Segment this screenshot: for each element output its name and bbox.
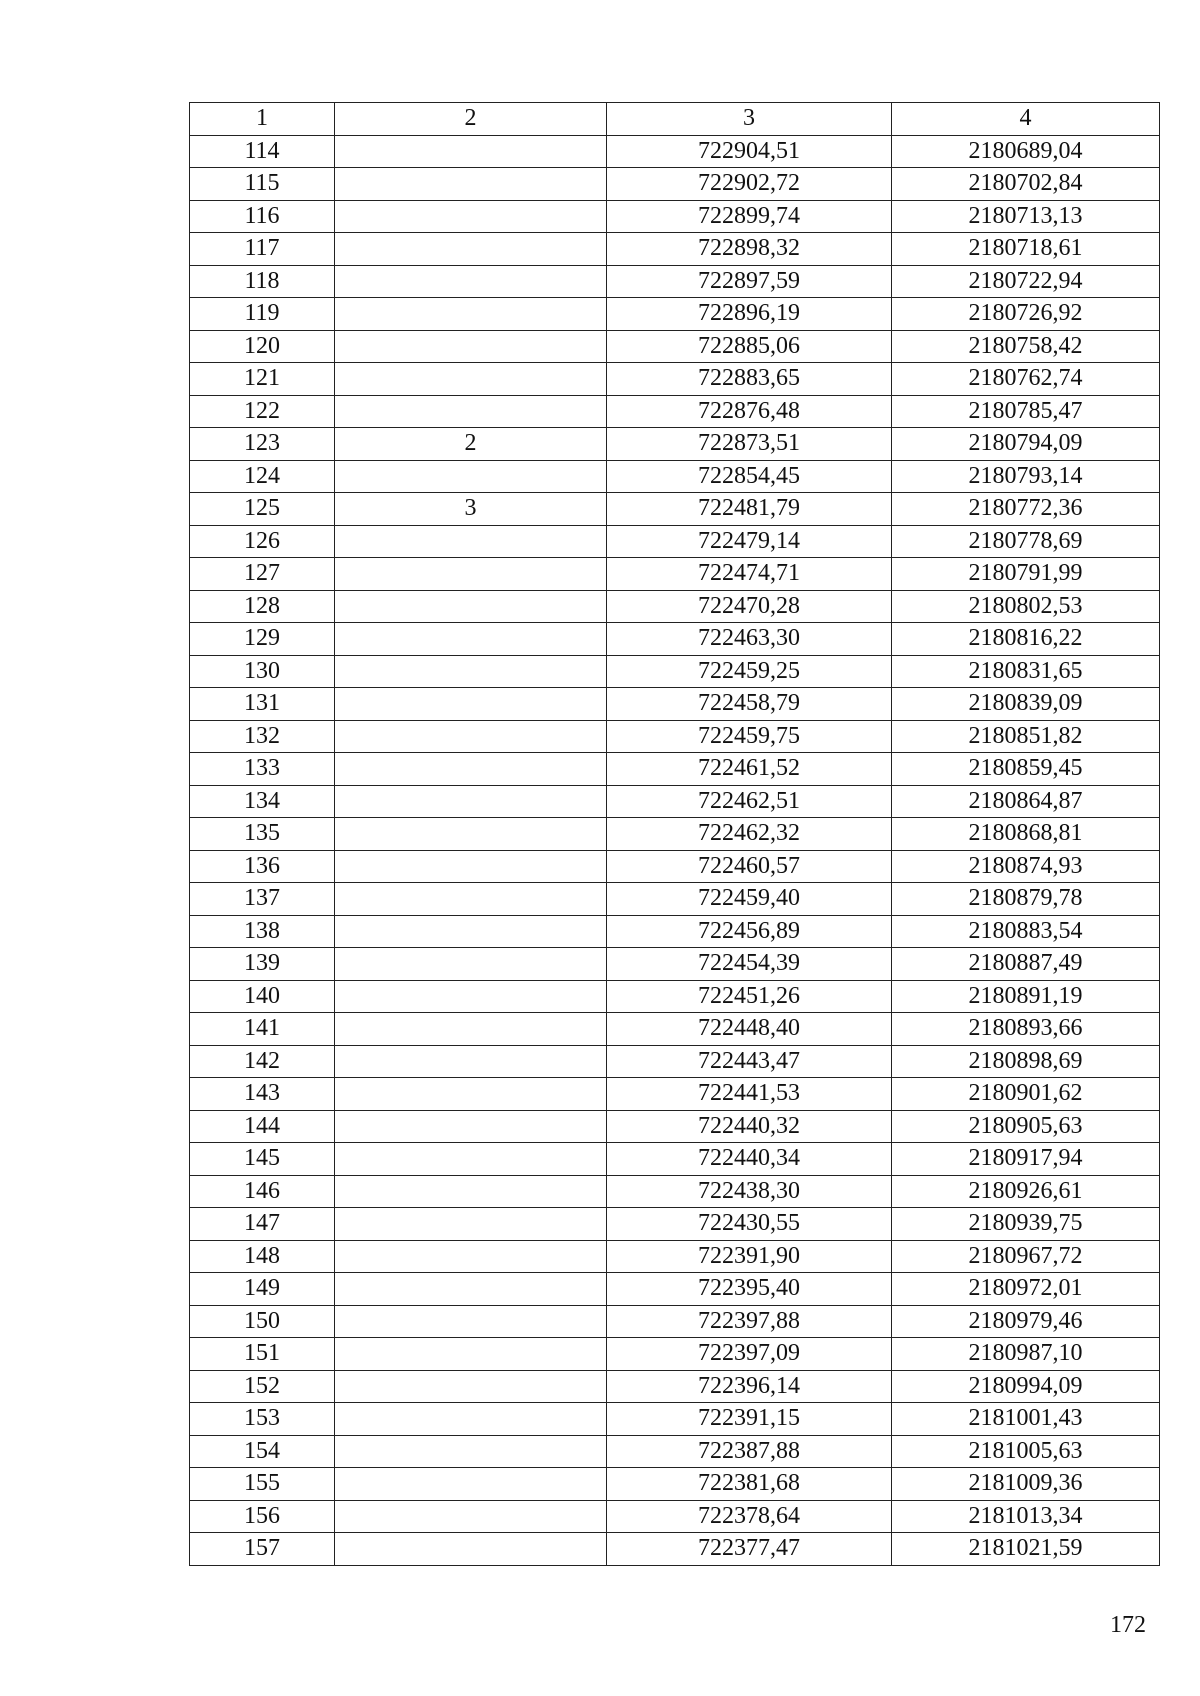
table-cell-col-3: 722854,45	[607, 460, 892, 493]
table-cell-col-3: 722897,59	[607, 265, 892, 298]
table-row	[190, 1013, 1160, 1046]
table-row	[190, 1208, 1160, 1241]
table-cell-col-2	[335, 688, 607, 721]
table-cell-col-4: 2181013,34	[892, 1500, 1160, 1533]
table-cell-col-3: 722462,51	[607, 785, 892, 818]
table-row	[190, 688, 1160, 721]
table-body	[190, 135, 1160, 1565]
table-cell-col-3: 722441,53	[607, 1078, 892, 1111]
table-row	[190, 948, 1160, 981]
table-cell-col-2	[335, 1110, 607, 1143]
table-cell-col-3: 722448,40	[607, 1013, 892, 1046]
table-cell-col-4: 2180702,84	[892, 168, 1160, 201]
table-cell-col-3: 722396,14	[607, 1370, 892, 1403]
table-cell-col-4: 2180979,46	[892, 1305, 1160, 1338]
table-cell-col-3: 722470,28	[607, 590, 892, 623]
table-cell-col-1: 123	[190, 428, 335, 461]
table-cell-col-2	[335, 720, 607, 753]
table-cell-col-3: 722481,79	[607, 493, 892, 526]
table-cell-col-1: 150	[190, 1305, 335, 1338]
table-cell-col-1: 145	[190, 1143, 335, 1176]
table-cell-col-2	[335, 558, 607, 591]
table-cell-col-4: 2180926,61	[892, 1175, 1160, 1208]
table-cell-col-2	[335, 233, 607, 266]
table-cell-col-1: 142	[190, 1045, 335, 1078]
table-cell-col-2: 3	[335, 493, 607, 526]
table-cell-col-2	[335, 1240, 607, 1273]
table-cell-col-3: 722474,71	[607, 558, 892, 591]
table-cell-col-1: 135	[190, 818, 335, 851]
table-cell-col-2	[335, 265, 607, 298]
table-cell-col-4: 2180891,19	[892, 980, 1160, 1013]
table-cell-col-1: 137	[190, 883, 335, 916]
table-cell-col-2	[335, 1208, 607, 1241]
table-cell-col-3: 722883,65	[607, 363, 892, 396]
table-row	[190, 200, 1160, 233]
header-cell-4: 4	[892, 103, 1160, 136]
table-cell-col-2	[335, 753, 607, 786]
table-cell-col-4: 2180791,99	[892, 558, 1160, 591]
table-cell-col-3: 722430,55	[607, 1208, 892, 1241]
table-row	[190, 1468, 1160, 1501]
table-cell-col-4: 2180987,10	[892, 1338, 1160, 1371]
table-cell-col-4: 2180831,65	[892, 655, 1160, 688]
table-cell-col-4: 2180901,62	[892, 1078, 1160, 1111]
table-cell-col-4: 2180726,92	[892, 298, 1160, 331]
table-cell-col-4: 2180859,45	[892, 753, 1160, 786]
table-cell-col-4: 2180689,04	[892, 135, 1160, 168]
table-cell-col-1: 152	[190, 1370, 335, 1403]
table-cell-col-3: 722438,30	[607, 1175, 892, 1208]
table-cell-col-1: 129	[190, 623, 335, 656]
table-cell-col-4: 2180939,75	[892, 1208, 1160, 1241]
table-row	[190, 850, 1160, 883]
table-cell-col-4: 2180816,22	[892, 623, 1160, 656]
table-cell-col-2	[335, 655, 607, 688]
table-cell-col-1: 156	[190, 1500, 335, 1533]
table-cell-col-1: 155	[190, 1468, 335, 1501]
table-cell-col-2	[335, 1013, 607, 1046]
table-cell-col-3: 722397,09	[607, 1338, 892, 1371]
table-cell-col-2	[335, 1143, 607, 1176]
table-cell-col-4: 2180772,36	[892, 493, 1160, 526]
table-cell-col-2	[335, 200, 607, 233]
table-cell-col-1: 127	[190, 558, 335, 591]
table-cell-col-3: 722454,39	[607, 948, 892, 981]
table-cell-col-3: 722885,06	[607, 330, 892, 363]
table-cell-col-1: 118	[190, 265, 335, 298]
table-cell-col-4: 2180758,42	[892, 330, 1160, 363]
table-cell-col-1: 154	[190, 1435, 335, 1468]
table-cell-col-3: 722463,30	[607, 623, 892, 656]
table-cell-col-1: 115	[190, 168, 335, 201]
table-cell-col-3: 722395,40	[607, 1273, 892, 1306]
table-cell-col-2	[335, 298, 607, 331]
table-cell-col-1: 138	[190, 915, 335, 948]
table-cell-col-3: 722440,32	[607, 1110, 892, 1143]
table-row	[190, 460, 1160, 493]
table-cell-col-3: 722904,51	[607, 135, 892, 168]
table-cell-col-4: 2180802,53	[892, 590, 1160, 623]
table-cell-col-2	[335, 1468, 607, 1501]
table-cell-col-2	[335, 883, 607, 916]
table-cell-col-3: 722387,88	[607, 1435, 892, 1468]
table-cell-col-4: 2180905,63	[892, 1110, 1160, 1143]
table-row	[190, 590, 1160, 623]
table-cell-col-4: 2180839,09	[892, 688, 1160, 721]
table-cell-col-4: 2180887,49	[892, 948, 1160, 981]
table-cell-col-3: 722456,89	[607, 915, 892, 948]
table-cell-col-3: 722459,25	[607, 655, 892, 688]
table-cell-col-2: 2	[335, 428, 607, 461]
table-row	[190, 1403, 1160, 1436]
table-cell-col-4: 2180793,14	[892, 460, 1160, 493]
table-cell-col-3: 722391,15	[607, 1403, 892, 1436]
table-cell-col-3: 722397,88	[607, 1305, 892, 1338]
table-cell-col-2	[335, 850, 607, 883]
table-row	[190, 1273, 1160, 1306]
table-row	[190, 1240, 1160, 1273]
table-cell-col-1: 131	[190, 688, 335, 721]
table-cell-col-1: 144	[190, 1110, 335, 1143]
table-cell-col-4: 2180994,09	[892, 1370, 1160, 1403]
table-cell-col-3: 722459,75	[607, 720, 892, 753]
table-cell-col-4: 2180893,66	[892, 1013, 1160, 1046]
table-row	[190, 785, 1160, 818]
header-cell-1: 1	[190, 103, 335, 136]
table-row	[190, 168, 1160, 201]
table-cell-col-2	[335, 785, 607, 818]
table-row	[190, 915, 1160, 948]
table-row	[190, 1370, 1160, 1403]
table-cell-col-1: 130	[190, 655, 335, 688]
table-cell-col-3: 722461,52	[607, 753, 892, 786]
table-row	[190, 525, 1160, 558]
table-cell-col-1: 114	[190, 135, 335, 168]
table-row	[190, 493, 1160, 526]
table-cell-col-1: 139	[190, 948, 335, 981]
table-row	[190, 330, 1160, 363]
table-cell-col-3: 722479,14	[607, 525, 892, 558]
table-cell-col-3: 722377,47	[607, 1533, 892, 1566]
table-cell-col-4: 2180794,09	[892, 428, 1160, 461]
table-cell-col-4: 2180864,87	[892, 785, 1160, 818]
table-cell-col-2	[335, 460, 607, 493]
table-cell-col-2	[335, 948, 607, 981]
table-cell-col-2	[335, 818, 607, 851]
table-cell-col-1: 119	[190, 298, 335, 331]
table-cell-col-3: 722876,48	[607, 395, 892, 428]
table-row	[190, 818, 1160, 851]
table-cell-col-1: 141	[190, 1013, 335, 1046]
table-cell-col-1: 151	[190, 1338, 335, 1371]
table-cell-col-1: 140	[190, 980, 335, 1013]
table-cell-col-2	[335, 395, 607, 428]
table-cell-col-1: 126	[190, 525, 335, 558]
table-cell-col-1: 157	[190, 1533, 335, 1566]
table-cell-col-2	[335, 168, 607, 201]
table-row	[190, 980, 1160, 1013]
table-cell-col-4: 2181009,36	[892, 1468, 1160, 1501]
table-cell-col-1: 120	[190, 330, 335, 363]
table-cell-col-2	[335, 1370, 607, 1403]
table-row	[190, 720, 1160, 753]
table-cell-col-3: 722873,51	[607, 428, 892, 461]
table-cell-col-1: 134	[190, 785, 335, 818]
table-cell-col-1: 116	[190, 200, 335, 233]
table-cell-col-1: 132	[190, 720, 335, 753]
table-row	[190, 623, 1160, 656]
table-cell-col-3: 722381,68	[607, 1468, 892, 1501]
table-row	[190, 655, 1160, 688]
table-cell-col-2	[335, 1338, 607, 1371]
table-cell-col-1: 124	[190, 460, 335, 493]
table-row	[190, 1500, 1160, 1533]
table-cell-col-1: 125	[190, 493, 335, 526]
table-cell-col-4: 2180778,69	[892, 525, 1160, 558]
table-cell-col-1: 121	[190, 363, 335, 396]
table-cell-col-2	[335, 525, 607, 558]
table-row	[190, 1175, 1160, 1208]
table-row	[190, 753, 1160, 786]
table-cell-col-2	[335, 1045, 607, 1078]
table-cell-col-1: 149	[190, 1273, 335, 1306]
table-row	[190, 1435, 1160, 1468]
table-cell-col-1: 117	[190, 233, 335, 266]
table-cell-col-3: 722460,57	[607, 850, 892, 883]
table-cell-col-4: 2180762,74	[892, 363, 1160, 396]
table-cell-col-4: 2180967,72	[892, 1240, 1160, 1273]
table-row	[190, 883, 1160, 916]
table-cell-col-4: 2180972,01	[892, 1273, 1160, 1306]
table-cell-col-4: 2180883,54	[892, 915, 1160, 948]
table-cell-col-2	[335, 330, 607, 363]
table-row	[190, 1110, 1160, 1143]
table-cell-col-4: 2180718,61	[892, 233, 1160, 266]
table-cell-col-4: 2180785,47	[892, 395, 1160, 428]
page-number: 172	[1110, 1612, 1146, 1638]
table-cell-col-1: 136	[190, 850, 335, 883]
coordinates-table	[189, 102, 1160, 1566]
table-cell-col-3: 722391,90	[607, 1240, 892, 1273]
table-cell-col-2	[335, 1533, 607, 1566]
table-row	[190, 1143, 1160, 1176]
table-row	[190, 1078, 1160, 1111]
table-cell-col-4: 2181005,63	[892, 1435, 1160, 1468]
table-cell-col-4: 2181021,59	[892, 1533, 1160, 1566]
table-cell-col-4: 2181001,43	[892, 1403, 1160, 1436]
table-cell-col-4: 2180713,13	[892, 200, 1160, 233]
table-row	[190, 298, 1160, 331]
table-cell-col-3: 722896,19	[607, 298, 892, 331]
table-row	[190, 233, 1160, 266]
table-row	[190, 1305, 1160, 1338]
table-cell-col-1: 147	[190, 1208, 335, 1241]
table-cell-col-3: 722462,32	[607, 818, 892, 851]
table-cell-col-1: 153	[190, 1403, 335, 1436]
header-row	[190, 103, 1160, 136]
table-row	[190, 558, 1160, 591]
table-cell-col-3: 722459,40	[607, 883, 892, 916]
table-cell-col-2	[335, 1305, 607, 1338]
table-row	[190, 1533, 1160, 1566]
table-cell-col-3: 722440,34	[607, 1143, 892, 1176]
table-cell-col-4: 2180898,69	[892, 1045, 1160, 1078]
table-cell-col-4: 2180722,94	[892, 265, 1160, 298]
table-cell-col-3: 722451,26	[607, 980, 892, 1013]
table-row	[190, 428, 1160, 461]
table-cell-col-2	[335, 1273, 607, 1306]
table-row	[190, 1338, 1160, 1371]
table-cell-col-2	[335, 363, 607, 396]
table-row	[190, 135, 1160, 168]
table-cell-col-2	[335, 1078, 607, 1111]
table-cell-col-4: 2180917,94	[892, 1143, 1160, 1176]
table-cell-col-3: 722443,47	[607, 1045, 892, 1078]
table-row	[190, 395, 1160, 428]
table-cell-col-2	[335, 623, 607, 656]
table-cell-col-3: 722899,74	[607, 200, 892, 233]
table-cell-col-3: 722378,64	[607, 1500, 892, 1533]
table-cell-col-3: 722458,79	[607, 688, 892, 721]
table-cell-col-2	[335, 980, 607, 1013]
table-cell-col-4: 2180879,78	[892, 883, 1160, 916]
table-cell-col-4: 2180851,82	[892, 720, 1160, 753]
header-cell-3: 3	[607, 103, 892, 136]
table-cell-col-4: 2180868,81	[892, 818, 1160, 851]
table-row	[190, 265, 1160, 298]
table-cell-col-1: 128	[190, 590, 335, 623]
table-cell-col-1: 143	[190, 1078, 335, 1111]
table-cell-col-3: 722902,72	[607, 168, 892, 201]
table-cell-col-4: 2180874,93	[892, 850, 1160, 883]
table-row	[190, 363, 1160, 396]
table-cell-col-1: 148	[190, 1240, 335, 1273]
table-cell-col-2	[335, 135, 607, 168]
table-cell-col-2	[335, 1175, 607, 1208]
table-cell-col-3: 722898,32	[607, 233, 892, 266]
header-cell-2: 2	[335, 103, 607, 136]
table-cell-col-2	[335, 1403, 607, 1436]
table-header	[190, 103, 1160, 136]
table-cell-col-1: 133	[190, 753, 335, 786]
table-row	[190, 1045, 1160, 1078]
table-cell-col-2	[335, 1500, 607, 1533]
table-cell-col-2	[335, 915, 607, 948]
table-cell-col-2	[335, 1435, 607, 1468]
table-cell-col-2	[335, 590, 607, 623]
table-cell-col-1: 146	[190, 1175, 335, 1208]
table-cell-col-1: 122	[190, 395, 335, 428]
